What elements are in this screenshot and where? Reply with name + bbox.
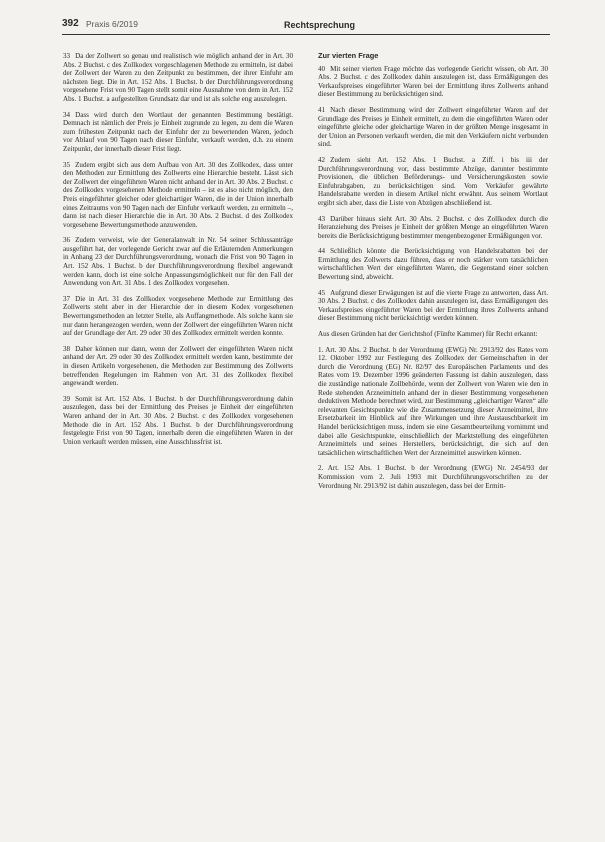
header-rule — [62, 34, 550, 35]
paragraph-text: Aufgrund dieser Erwägungen ist auf die vierte Frage zu antworten, dass Art. 30 Abs. 2 Buchst. c des Zollkodex dahin auszulegen ist, dass Ermäßigungen des Verkaufspreises eingeführter Waren bei der Ermittlung ihres Zollwerts anhand dieser Bestimmung nicht berücksichtigt werden können. — [318, 288, 548, 323]
paragraph-text: Schließlich könnte die Berücksichtigung von Handelsrabatten bei der Ermittlung des Zollwerts dazu führen, dass er noch stärker vom tatsächlichen wirtschaftlichen Wert der eingeführten Waren, die Gegenstand einer solchen Bewertung sind, abweicht. — [318, 247, 548, 282]
paragraph-text: Darüber hinaus sieht Art. 30 Abs. 2 Buchst. c des Zollkodex durch die Heranziehung des Preises je Einheit der größten Menge an eingeführten Waren bereits die Berücksichtigung bestimmter mengenbezogener Ermäßigungen vor. — [318, 214, 548, 240]
paragraph-text: 2. Art. 152 Abs. 1 Buchst. b der Verordnung (EWG) Nr. 2454/93 der Kommission vom 2. Juli 1993 mit Durchführungsvorschriften zu der Verordnung Nr. 2913/92 ist dahin auszulegen, dass bei der Ermitt- — [318, 464, 548, 490]
paragraph — [318, 65, 548, 99]
section-title: Rechtsprechung — [284, 20, 356, 30]
paragraph-text: Aus diesen Gründen hat der Gerichtshof (Fünfte Kammer) für Recht erkannt: — [318, 330, 538, 339]
paragraph — [318, 330, 548, 339]
paragraph — [63, 345, 293, 388]
paragraph-text: Daher können nur dann, wenn der Zollwert der eingeführten Waren nicht anhand der Art. 29 oder 30 des Zollkodex ermittelt werden kann, bestimmte der in diesen Artikeln vorgesehenen, die Methoden zur Bestimmung des Zollwerts betreffenden Regelungen im Rahmen von Art. 31 des Zollkodex flexibel angewandt werden. — [63, 344, 293, 388]
paragraph-number: 43 — [318, 214, 326, 223]
paragraph-text: Die in Art. 31 des Zollkodex vorgesehene Methode zur Ermittlung des Zollwerts steht aber in der Hierarchie der in diesem Kodex vorgesehenen Bewertungsmethoden an letzter Stelle, als Auffangmethode. Als solche kann sie nur dann herangezogen werden, wenn der Zollwert der eingeführten Waren nicht auf der Grundlage der Art. 29 oder 30 des Zollkodex ermittelt werden konnte. — [63, 294, 293, 338]
left-column — [63, 52, 293, 453]
paragraph — [318, 289, 548, 323]
paragraph — [318, 464, 548, 490]
right-column — [318, 52, 548, 497]
paragraph-number: 42 — [318, 155, 326, 164]
paragraph-number: 41 — [318, 105, 326, 114]
paragraph — [63, 111, 293, 154]
right-column-paragraphs — [318, 65, 548, 491]
paragraph-number: 38 — [63, 344, 71, 353]
paragraph — [63, 295, 293, 338]
paragraph-number: 35 — [63, 160, 71, 169]
paragraph — [63, 52, 293, 104]
paragraph — [318, 156, 548, 208]
journal-title: Praxis 6/2019 — [86, 19, 138, 29]
paragraph-number: 36 — [63, 236, 71, 245]
paragraph-number: 34 — [63, 110, 71, 119]
paragraph — [63, 236, 293, 288]
paragraph-text: Dass wird durch den Wortlaut der genannten Bestimmung bestätigt. Demnach ist nämlich der Preis je Einheit zugrunde zu legen, zu dem die Waren zum frühesten Zeitpunkt nach der Einfuhr der zu bewertenden Waren, jedoch vor Ablauf von 90 Tagen nach dieser Einfuhr, verkauft werden, d.h. zu einem Zeitpunkt, der innerhalb dieser Frist liegt. — [63, 110, 293, 153]
paragraph-text: Mit seiner vierten Frage möchte das vorlegende Gericht wissen, ob Art. 30 Abs. 2 Buchst. c des Zollkodex dahin auszulegen ist, dass Ermäßigungen des Verkaufspreises eingeführter Waren bei der Ermittlung ihres Zollwerts anhand dieser Bestimmung zu berücksichtigen sind. — [318, 64, 548, 99]
paragraph-text: 1. Art. 30 Abs. 2 Buchst. b der Verordnung (EWG) Nr. 2913/92 des Rates vom 12. Oktober 1992 zur Festlegung des Zollkodex der Gemeinschaften in der durch die Verordnung (EG) Nr. 82/97 des Europäischen Parlaments und des Rates vom 19. Dezember 1996 geänderten Fassung ist dahin auszulegen, dass die zuständige nationale Zollbehörde, wenn der Zollwert von Waren wie den in Rede stehenden Arzneimitteln anhand der in dieser Bestimmung vorgesehenen deduktiven Methode berechnet wird, zur Bestimmung „gleichartiger Waren“ alle relevanten Gesichtspunkte wie die Zusammensetzung dieser Arzneimittel, ihre Ersetzbarkeit im Hinblick auf ihre Wirkungen und ihre Austauschbarkeit im Handel berücksichtigen muss, indem sie eine Gesamtbeurteilung vornimmt und dabei alle Gesichtspunkte, einschließlich der Marktstellung des eingeführten Arzneimittels und seines Herstellers, berücksichtigt, die sich auf den tatsächlichen wirtschaftlichen Wert der Arzneimittel auswirken können. — [318, 345, 548, 457]
page-number: 392 — [62, 18, 79, 29]
paragraph-text: Da der Zollwert so genau und realistisch wie möglich anhand der in Art. 30 Abs. 2 Buchst. c des Zollkodex vorgeschlagenen Methode zu ermitteln, ist dabei der Zollwert der Waren zu den Zeitpunkt zu bestimmen, der ihrer Einfuhr am nächsten liegt. Die in Art. 152 Abs. 1 Buchst. b der Durchführungsverordnung vorgesehene Frist von 90 Tagen stellt somit eine Ausnahme von dem in Art. 152 Abs. 1 Buchst. a aufgestellten Grundsatz dar und ist als solche eng auszulegen. — [63, 52, 293, 103]
paragraph — [63, 161, 293, 230]
paragraph-number: 37 — [63, 294, 71, 303]
paragraph-number: 39 — [63, 394, 71, 403]
paragraph — [318, 346, 548, 458]
paragraph-text: Zudem ergibt sich aus dem Aufbau von Art. 30 des Zollkodex, dass unter den Methoden zur Ermittlung des Zollwerts eine Hierarchie besteht. Lässt sich der Zollwert der eingeführten Waren nicht anhand der in Art. 30 Abs. 2 Buchst. c des Zollkodex vorgesehenen Methode ermitteln – ist es also nicht möglich, den Preis eingeführter gleicher oder gleichartiger Waren, die in der Union innerhalb eines Zeitraums von 90 Tagen nach der Einfuhr verkauft werden, zu ermitteln –, dann ist nach dieser Hierarchie die in Art. 30 Abs. 2 Buchst. d des Zollkodex vorgesehene Bewertungsmethode anzuwenden. — [63, 160, 293, 229]
paragraph — [63, 395, 293, 447]
running-header — [62, 18, 550, 38]
paragraph — [318, 215, 548, 241]
paragraph-text: Somit ist Art. 152 Abs. 1 Buchst. b der Durchführungsverordnung dahin auszulegen, dass bei der Ermittlung des Preises je Einheit der eingeführten Waren anhand der in Art. 30 Abs. 2 Buchst. c des Zollkodex vorgesehenen Methode die in Art. 152 Abs. 1 Buchst. b der Durchführungsverordnung festgelegte Frist von 90 Tagen, innerhalb deren die eingeführten Waren in der Union verkauft werden müssen, eine Ausschlussfrist ist. — [63, 394, 293, 446]
paragraph-text: Zudem sieht Art. 152 Abs. 1 Buchst. a Ziff. i bis iii der Durchführungsverordnung vor, dass bestimmte Abzüge, darunter bestimmte Provisionen, die üblichen Beförderungs- und Versicherungskosten sowie Einfuhrabgaben, zu berücksichtigen sind. Vom Verkäufer gewährte Handelsrabatte werden in diesem Artikel nicht erwähnt. Aus seinem Wortlaut ergibt sich aber, dass die Liste von Abzügen abschließend ist. — [318, 155, 548, 207]
paragraph — [318, 106, 548, 149]
paragraph-number: 33 — [63, 52, 71, 60]
paragraph-number: 40 — [318, 64, 326, 73]
paragraph-text: Zudem verweist, wie der Generalanwalt in Nr. 54 seiner Schlussanträge ausgeführt hat, der vorlegende Gericht zwar auf die Erläuternden Anmerkungen in Anhang 23 der Durchführungsverordnung, wonach die Frist von 90 Tagen in Art. 152 Abs. 1 Buchst. b der Durchführungsverordnung flexibel angewandt werden kann, doch ist eine solche Anpassungsmöglichkeit nur für den Fall der Anwendung von Art. 31 Abs. 1 des Zollkodex vorgesehen. — [63, 236, 293, 288]
paragraph — [318, 247, 548, 281]
paragraph-number: 44 — [318, 247, 326, 256]
section-heading: Zur vierten Frage — [318, 51, 379, 60]
paragraph-text: Nach dieser Bestimmung wird der Zollwert eingeführter Waren auf der Grundlage des Preises je Einheit ermittelt, zu dem die eingeführten Waren oder eingeführte gleiche oder gleichartige Waren in der größten Menge insgesamt in der Union an Personen verkauft werden, die mit den Verkäufern nicht verbunden sind. — [318, 105, 548, 149]
paragraph-number: 45 — [318, 288, 326, 297]
